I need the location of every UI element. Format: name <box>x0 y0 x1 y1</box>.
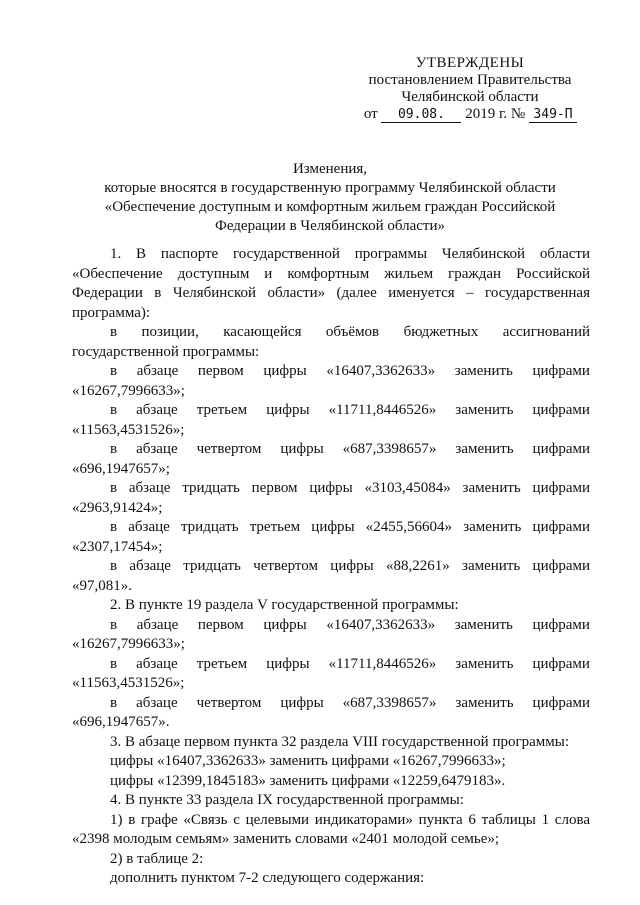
paragraph-line: программа): <box>72 304 151 321</box>
word: абзаце <box>136 694 178 711</box>
document-body <box>72 245 590 889</box>
approval-date-line <box>364 106 577 123</box>
spread-line <box>72 323 590 343</box>
word: «16407,3362633» <box>326 616 436 633</box>
date-value: 09.08. <box>381 108 461 123</box>
paragraph-line: цифры «12399,1845183» заменить цифрами «12259,6479183». <box>110 772 506 789</box>
paragraph-line: «Обеспечение доступным и комфортным жильем граждан Российской <box>72 265 590 282</box>
spread-line <box>72 694 590 714</box>
spread-line <box>72 401 590 421</box>
word: цифры <box>266 655 310 672</box>
spread-line <box>72 440 590 460</box>
word: «11711,8446526» <box>328 402 437 418</box>
paragraph-line: Федерации в Челябинской области» (далее именуется – государственная <box>72 285 590 301</box>
word: касающейся <box>223 324 302 340</box>
word: цифрами <box>532 655 590 672</box>
paragraph-line: «16267,7996633»; <box>72 636 185 652</box>
word: цифрами <box>532 694 590 711</box>
word: в <box>110 324 118 340</box>
word: объёмов <box>325 324 380 340</box>
word: цифры <box>263 363 307 379</box>
word: заменить <box>455 402 514 418</box>
heading-line-2: которые вносятся в государственную программу Челябинской области <box>104 180 556 196</box>
paragraph-line: 1. В паспорте государственной программы Челябинской области <box>110 246 590 262</box>
spread-line <box>72 616 590 636</box>
paragraph-line: «16267,7996633»; <box>72 382 185 399</box>
heading-line-4: Федерации в Челябинской области» <box>214 218 445 234</box>
word: абзаце <box>136 655 178 672</box>
paragraph-line: в абзаце тридцать первом цифры «3103,45084» заменить цифрами <box>110 480 590 496</box>
word: заменить <box>455 441 514 457</box>
paragraph-line: в абзаце тридцать четвертом цифры «88,2261» заменить цифрами <box>110 558 590 574</box>
paragraph-line: «11563,4531526»; <box>72 675 185 691</box>
word: заменить <box>454 363 513 379</box>
heading-line-1: Изменения, <box>292 161 368 177</box>
paragraph-line: «11563,4531526»; <box>72 421 185 438</box>
heading-line-3: «Обеспечение доступным и комфортным жильем граждан Российской <box>104 199 556 215</box>
word: цифры <box>266 402 310 418</box>
paragraph-line: 1) в графе «Связь с целевыми индикаторами» пункта 6 таблицы 1 слова <box>110 811 590 828</box>
paragraph-line: 2. В пункте 19 раздела V государственной программы: <box>110 597 459 613</box>
paragraph-line: «696,1947657»; <box>72 460 170 477</box>
word: в <box>110 655 118 672</box>
word: цифрами <box>532 402 590 418</box>
word: в <box>110 363 118 379</box>
paragraph-line: «97,081». <box>72 577 132 594</box>
word: абзаце <box>136 616 179 633</box>
word: ассигнований <box>502 324 590 340</box>
word: третьем <box>196 402 248 418</box>
word: абзаце <box>136 441 178 457</box>
word: цифрами <box>532 616 590 633</box>
word: «11711,8446526» <box>328 655 437 672</box>
approval-title: УТВЕРЖДЕНЫ <box>415 55 525 71</box>
word: абзаце <box>136 402 178 418</box>
paragraph-line: 2) в таблице 2: <box>110 850 204 867</box>
paragraph-line: дополнить пунктом 7-2 следующего содержания: <box>110 870 425 886</box>
word: абзаце <box>136 363 179 379</box>
word: заменить <box>455 655 514 672</box>
word: первом <box>197 363 244 379</box>
spread-line <box>72 362 590 382</box>
word: в <box>110 616 118 633</box>
word: четвертом <box>196 694 262 711</box>
word: «16407,3362633» <box>326 363 436 379</box>
word: в <box>110 694 118 711</box>
paragraph-line: 4. В пункте 33 раздела IX государственной программы: <box>110 792 464 808</box>
approval-line-1: постановлением Правительства <box>368 72 572 88</box>
word: цифры <box>263 616 307 633</box>
word: в <box>110 402 118 418</box>
date-prefix: от <box>363 106 378 122</box>
paragraph-line: «696,1947657». <box>72 714 170 730</box>
paragraph-line: цифры «16407,3362633» заменить цифрами «16267,7996633»; <box>110 753 506 769</box>
decree-number: 349-П <box>529 108 577 123</box>
paragraph-line: «2963,91424»; <box>72 499 163 516</box>
word: цифры <box>280 694 324 711</box>
spread-line <box>72 655 590 675</box>
paragraph-line: в абзаце тридцать третьем цифры «2455,56604» заменить цифрами <box>110 519 590 535</box>
word: бюджетных <box>403 324 479 340</box>
word: четвертом <box>196 441 262 457</box>
approval-line-2: Челябинской области <box>401 89 539 105</box>
paragraph-line: 3. В абзаце первом пункта 32 раздела VIII государственной программы: <box>110 733 570 750</box>
word: цифрами <box>532 441 590 457</box>
word: третьем <box>196 655 248 672</box>
word: позиции, <box>141 324 199 340</box>
word: «687,3398657» <box>342 694 437 711</box>
word: цифрами <box>532 363 590 379</box>
word: «687,3398657» <box>342 441 437 457</box>
year-text: 2019 г. № <box>465 106 526 122</box>
word: заменить <box>454 616 513 633</box>
paragraph-line: «2398 молодым семьям» заменить словами «2401 молодой семье»; <box>72 831 500 847</box>
word: в <box>110 441 118 457</box>
word: первом <box>197 616 244 633</box>
paragraph-line: «2307,17454»; <box>72 538 163 555</box>
word: цифры <box>280 441 324 457</box>
approval-stamp <box>355 55 585 122</box>
document-heading <box>70 160 590 236</box>
word: заменить <box>455 694 514 711</box>
paragraph-line: государственной программы: <box>72 343 260 360</box>
